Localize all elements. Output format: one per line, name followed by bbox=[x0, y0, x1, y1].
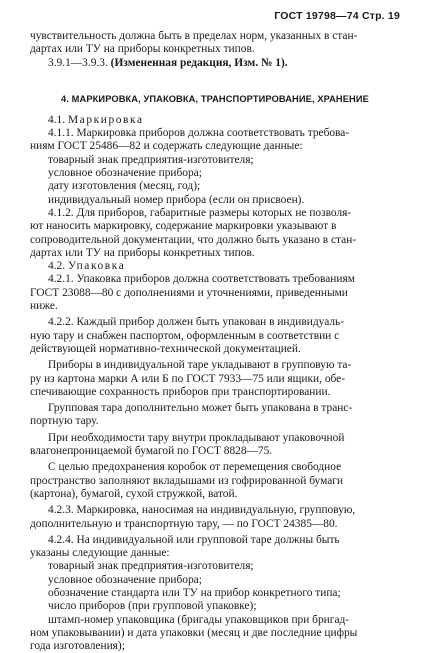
list-item: штамп-номер упаковщика (бригады упаковщиков при бригад- bbox=[48, 613, 350, 626]
text-line: Приборы в индивидуальной таре укладывают в групповую та- bbox=[48, 359, 352, 372]
section-title: 4. МАРКИРОВКА, УПАКОВКА, ТРАНСПОРТИРОВАНИЕ, ХРАНЕНИЕ bbox=[61, 93, 369, 104]
text-line: сопроводительной документации, что должно быть указано в стан- bbox=[30, 233, 357, 246]
text-line: 4.2.4. На индивидуальной или групповой таре должны быть bbox=[48, 533, 340, 546]
amendment-text: (Измененная редакция, Изм. № 1). bbox=[110, 56, 288, 69]
subsection-title: Упаковка bbox=[67, 260, 126, 273]
text-line: портную тару. bbox=[30, 415, 99, 428]
text-line: 4.2.3. Маркировка, наносимая на индивидуальную, групповую, bbox=[48, 504, 356, 517]
text-line: дополнительную и транспортную тару, — по ГОСТ 24385—80. bbox=[30, 517, 338, 530]
text-line: С целью предохранения коробок от перемещения свободное bbox=[48, 461, 342, 474]
list-item: число приборов (при групповой упаковке); bbox=[48, 600, 257, 613]
subsection-heading bbox=[30, 260, 400, 273]
clause-number: 4.1. bbox=[48, 113, 68, 126]
text-line: дартах или ТУ на приборы конкретных типов. bbox=[30, 43, 255, 56]
text-line: действующей нормативно-технической документацией. bbox=[30, 342, 301, 355]
text-line: указаны следующие данные: bbox=[30, 547, 170, 560]
text-line: года изготовления); bbox=[30, 640, 125, 653]
text-line: пространство заполняют вкладышами из гофрированной бумаги bbox=[30, 474, 344, 487]
text-line: ниям ГОСТ 25486—82 и содержать следующие данные: bbox=[30, 140, 303, 153]
text-line: 4.1.1. Маркировка приборов должна соответствовать требова- bbox=[48, 127, 350, 140]
clause-number: 4.2. bbox=[48, 260, 68, 273]
list-item: индивидуальный номер прибора (если он присвоен). bbox=[48, 193, 305, 206]
section-4-body bbox=[30, 114, 400, 653]
list-item: дату изготовления (месяц, год); bbox=[48, 180, 201, 193]
clause-3-9-ending bbox=[30, 30, 400, 70]
text-line: При необходимости тару внутри прокладывают упаковочной bbox=[48, 431, 345, 444]
list-item: обозначение стандарта или ТУ на прибор конкретного типа; bbox=[48, 586, 341, 599]
list-item: условное обозначение прибора; bbox=[48, 573, 202, 586]
amendment-note bbox=[30, 57, 400, 70]
text-line: ют наносить маркировку, содержание маркировки указывают в bbox=[30, 220, 337, 233]
list-item: товарный знак предприятия-изготовителя; bbox=[48, 560, 254, 573]
text-line: чувствительность должна быть в пределах норм, указанных в стан- bbox=[30, 30, 358, 42]
text-line: ниже. bbox=[30, 300, 58, 313]
text-line: (картона), бумагой, сухой стружкой, ватой. bbox=[30, 487, 238, 500]
page-header: ГОСТ 19798—74 Стр. 19 bbox=[274, 10, 400, 22]
clause-number: 3.9.1—3.9.3. bbox=[48, 56, 111, 69]
text-line: 4.2.1. Упаковка приборов должна соответствовать требованиям bbox=[48, 273, 355, 286]
subsection-title: Маркировка bbox=[67, 113, 144, 126]
text-line: спечивающие сохранность приборов при транспортировании. bbox=[30, 385, 331, 398]
list-item: условное обозначение прибора; bbox=[48, 167, 202, 180]
list-item: товарный знак предприятия-изготовителя; bbox=[48, 153, 254, 166]
text-line: ном упаковывании) и дата упаковки (месяц и две последние цифры bbox=[30, 626, 358, 639]
subsection-heading bbox=[30, 114, 400, 127]
text-line: влагонепроницаемой бумагой по ГОСТ 8828—75. bbox=[30, 445, 273, 458]
text-line: 4.2.2. Каждый прибор должен быть упакован в индивидуаль- bbox=[48, 316, 345, 329]
text-line: ГОСТ 23088—80 с дополнениями и уточнениями, приведенными bbox=[30, 286, 348, 299]
text-line: ную тару и снабжен паспортом, оформленным в соответствии с bbox=[30, 329, 340, 342]
text-line: 4.1.2. Для приборов, габаритные размеры которых не позволя- bbox=[48, 206, 352, 219]
text-line: дартах или ТУ на приборы конкретных типов. bbox=[30, 246, 255, 259]
text-line: ру из картона марки А или Б по ГОСТ 7933—75 или ящики, обе- bbox=[30, 372, 346, 385]
text-line: Групповая тара дополнительно может быть упакована в транс- bbox=[48, 402, 353, 415]
